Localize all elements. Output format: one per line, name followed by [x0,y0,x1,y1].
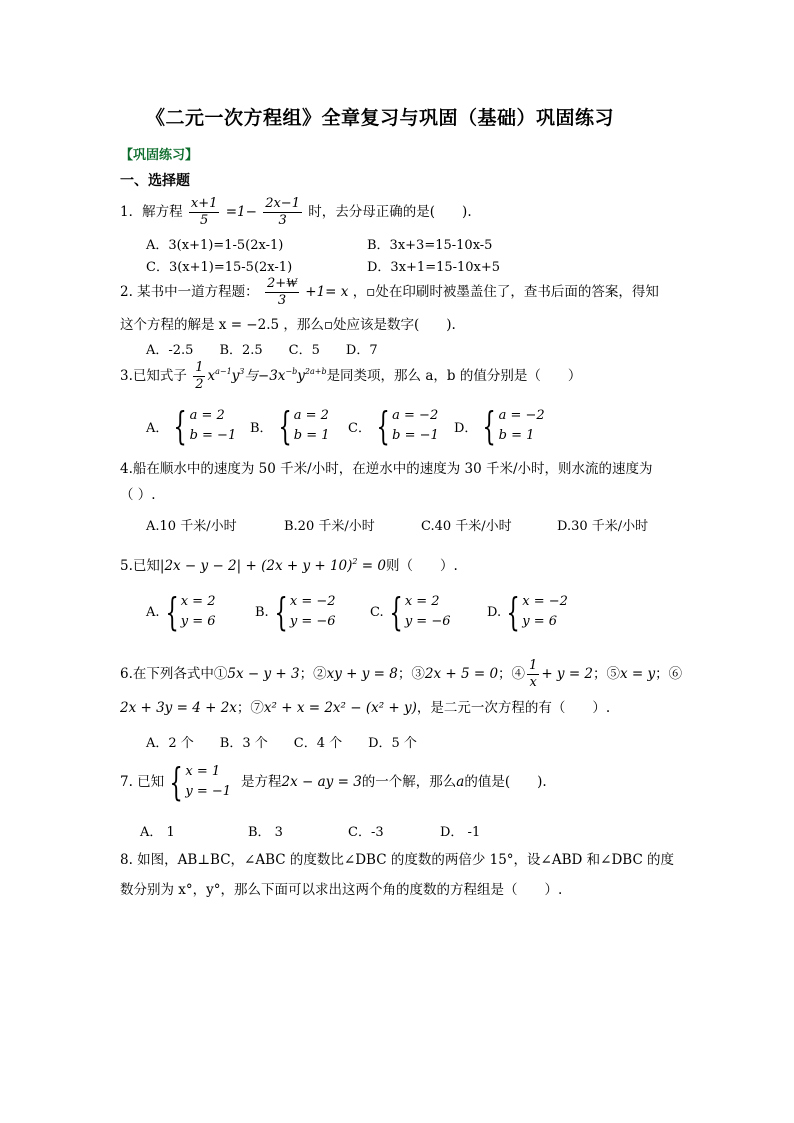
q5-option-a-row1: x = 2 [180,594,216,609]
q1-option-d: D．3x+1=15-10x+5 [367,260,501,275]
brace-symbol: { [278,404,292,448]
brace-symbol: { [173,404,188,448]
q6-options: A．2 个 B．3 个 C．4 个 D．5 个 [146,736,417,751]
q7-option-d: D． -1 [440,825,481,840]
q8-line-2: 数分别为 x°，y°，那么下面可以求出这两个角的度数的方程组是（ ）. [120,882,563,898]
q6-expr-4: + y = 2 [541,666,594,682]
q6-lead: 6.在下列各式中① [120,666,228,682]
q5-option-d-row1: x = −2 [522,594,568,609]
q6-frac-num: 1 [529,658,538,673]
q5-sup: 2 [352,557,358,566]
brace-symbol: { [389,590,403,634]
q3-option-b-label: B． [250,420,273,436]
q5-option-c-row1: x = 2 [404,594,440,609]
q5-expr: |2x − y − 2| + (2x + y + 10) [159,558,353,574]
q7-var: a [456,774,465,790]
q3-suffix: 是同类项，那么 a，b 的值分别是（ ） [326,368,582,384]
q7-prefix: 7. 已知 [120,774,165,790]
q3-option-a-row2: b = −1 [189,428,237,443]
q3-option-c [348,406,439,446]
q3-option-c-label: C． [348,420,371,436]
q3-option-a-row1: a = 2 [189,408,225,423]
q6-sep-1: ；② [299,666,327,682]
q3-term1b-sup: 3 [239,367,245,376]
q4-line-1: 4.船在顺水中的速度为 50 千米/小时，在逆水中的速度为 30 千米/小时，则水流的速度为 [120,461,653,477]
question-6 [120,658,682,691]
q5-option-c [370,592,450,632]
q3-mid: 与−3x [244,368,286,384]
q1-frac1-den: 5 [200,213,209,228]
q3-option-b-row1: a = 2 [293,408,329,423]
q6-frac-den: x [529,675,537,690]
q3-option-a-label: A． [146,420,169,436]
q7-mid: 是方程 [241,774,282,790]
q3-frac-num: 1 [195,360,204,375]
q5-option-c-label: C. [370,604,384,620]
q3-fraction [193,360,205,393]
q6-suffix: ，是二元一次方程的有（ ）. [416,700,611,716]
q7-option-c: C．-3 [348,825,384,840]
q5-eq: = 0 [357,558,386,574]
q1-prefix: 1．解方程 [120,204,183,220]
q6-expr-5: x = y [620,666,656,682]
q7-suffix-b: 的值是( ). [464,774,547,790]
question-7 [120,762,547,802]
q6-sep-5: ；⑥ [655,666,683,682]
q1-option-b: B．3x+3=15-10x-5 [367,238,493,253]
q1-fraction-1 [189,196,220,229]
q7-expr: 2x − ay = 3 [281,774,362,790]
q7-row1: x = 1 [185,764,221,779]
q3-term2b: y [297,368,305,384]
q1-frac2-den: 3 [278,213,287,228]
q2-line-2: 这个方程的解是 x = −2.5 ，那么▫处应该是数字( ). [120,317,456,333]
q7-option-a: A． 1 [140,825,175,840]
q1-option-a: A．3(x+1)=1-5(2x-1) [146,238,284,253]
q1-fraction-2 [263,196,302,229]
q5-option-d-row2: y = 6 [522,614,558,629]
q5-option-a-row2: y = 6 [180,614,216,629]
q7-option-b: B． 3 [248,825,283,840]
brace-symbol: { [506,590,520,634]
q5-option-a-label: A. [146,604,160,620]
q3-option-d-row2: b = 1 [498,428,535,443]
q1-suffix: 时，去分母正确的是( ). [308,204,472,220]
q5-option-a [146,592,216,632]
q1-option-c: C．3(x+1)=15-5(2x-1) [146,260,293,275]
question-3 [120,360,581,393]
q3-term1-sup: a−1 [215,367,232,376]
q6-fraction [527,658,539,691]
q5-option-b [255,592,336,632]
q2-frac-den: 3 [277,293,287,308]
brace-symbol: { [169,760,183,804]
q4-option-c: C.40 千米/小时 [421,519,512,534]
brace-symbol: { [376,404,390,448]
q4-option-d: D.30 千米/小时 [557,519,649,534]
q8-line-1: 8. 如图，AB⊥BC，∠ABC 的度数比∠DBC 的度数的两倍少 15°，设∠ABD 和∠DBC 的度 [120,852,675,868]
q6-expr-3: 2x + 5 = 0 [424,666,499,682]
q3-term1b: y [231,368,240,384]
q3-prefix: 3.已知式子 [120,368,187,384]
q6-expr-7: x² + x = 2x² − (x² + y) [263,700,417,716]
q3-option-d-label: D． [454,420,478,436]
q3-option-b-row2: b = 1 [293,428,330,443]
q3-option-a [146,406,236,446]
q7-suffix-a: 的一个解，那么 [361,774,457,790]
q1-frac1-num: x+1 [190,196,218,211]
q6-sep-4: ；⑤ [593,666,621,682]
section-heading: 一、选择题 [120,173,190,189]
q7-row2: y = −1 [185,784,232,799]
q3-option-c-row2: b = −1 [392,428,439,443]
q6-sep-6: ；⑦ [236,700,264,716]
brace-symbol: { [482,404,497,448]
question-1 [120,196,472,229]
page-title: 《二元一次方程组》全章复习与巩固（基础）巩固练习 [146,107,615,129]
q6-expr-1: 5x − y + 3 [227,666,300,682]
q2-fraction [265,276,299,309]
brace-symbol: { [274,590,288,634]
q5-suffix: 则（ ）. [386,558,458,574]
q2-mid: +1= x [305,284,349,300]
q3-frac-den: 2 [195,377,204,392]
q4-line-2: （ ）. [120,487,156,503]
q3-term2-sup: −b [285,367,298,376]
q1-frac2-num: 2x−1 [265,196,300,211]
q5-option-b-label: B. [255,604,269,620]
q2-prefix: 2. 某书中一道方程题： [120,284,259,300]
q6-sep-3: ；④ [498,666,526,682]
q6-line-2 [120,698,610,718]
q5-option-d [487,592,568,632]
q2-suffix: ，▫处在印刷时被墨盖住了，查书后面的答案，得知 [352,284,659,300]
question-5 [120,552,458,576]
q3-term1: x [207,368,216,384]
q5-option-d-label: D. [487,604,502,620]
q1-mid: =1− [225,204,257,220]
brace-symbol: { [164,590,179,634]
q5-option-b-row2: y = −6 [289,614,336,629]
q6-sep-2: ；③ [397,666,425,682]
q4-option-b: B.20 千米/小时 [284,519,375,534]
q6-expr-6: 2x + 3y = 4 + 2x [120,700,237,716]
q3-option-d-row1: a = −2 [498,408,545,423]
question-2 [120,276,659,309]
q2-options: A．-2.5 B．2.5 C．5 D．7 [146,343,378,358]
q3-option-c-row1: a = −2 [392,408,439,423]
q3-option-d [454,406,545,446]
q4-option-a: A.10 千米/小时 [146,519,237,534]
q3-option-b [250,406,330,446]
q5-option-b-row1: x = −2 [289,594,336,609]
q6-expr-2: xy + y = 8 [326,666,398,682]
q2-frac-num: 2+₩ [266,276,297,291]
q5-option-c-row2: y = −6 [404,614,451,629]
section-tag: 【巩固练习】 [120,148,199,163]
q5-prefix: 5.已知 [120,558,160,574]
q3-term2b-sup: 2a+b [304,367,327,376]
